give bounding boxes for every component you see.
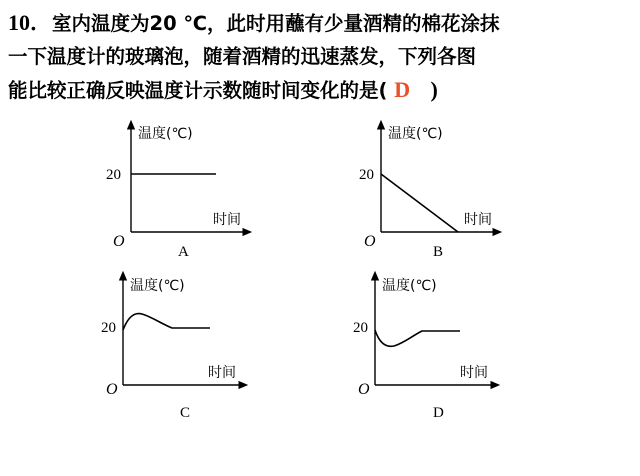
y-axis-label: 温度(℃) [130, 278, 185, 294]
origin-label: O [113, 233, 125, 250]
origin-label: O [358, 381, 370, 398]
graph-b [359, 124, 498, 260]
y-tick-label: 20 [353, 320, 368, 336]
question-line-2: 一下温度计的玻璃泡，随着酒精的迅速蒸发，下列各图 [8, 45, 477, 68]
option-label: C [180, 405, 191, 421]
question-number: 10． [8, 10, 53, 35]
x-axis-label: 时间 [208, 365, 236, 381]
y-axis-label: 温度(℃) [138, 126, 193, 142]
graph-d [353, 275, 496, 421]
y-tick-label: 20 [359, 167, 374, 183]
origin-label: O [364, 233, 376, 250]
temperature-curve [381, 174, 458, 232]
graph-a [106, 124, 248, 260]
question-line-3: 能比较正确反映温度计示数随时间变化的是( D ) [8, 77, 438, 102]
temperature-curve [123, 314, 210, 330]
y-tick-label: 20 [106, 167, 121, 183]
option-label: D [433, 405, 444, 421]
x-axis-label: 时间 [464, 212, 492, 228]
option-label: B [433, 244, 444, 260]
option-label: A [178, 244, 189, 260]
origin-label: O [106, 381, 118, 398]
y-tick-label: 20 [101, 320, 116, 336]
graph-c [101, 275, 244, 421]
y-axis-label: 温度(℃) [388, 126, 443, 142]
x-axis-label: 时间 [460, 365, 488, 381]
temperature-curve [375, 330, 460, 346]
x-axis-label: 时间 [213, 212, 241, 228]
question-line-1: 10．室内温度为20 ℃，此时用蘸有少量酒精的棉花涂抹 [8, 10, 500, 35]
answer-value: D [394, 77, 411, 102]
y-axis-label: 温度(℃) [382, 278, 437, 294]
